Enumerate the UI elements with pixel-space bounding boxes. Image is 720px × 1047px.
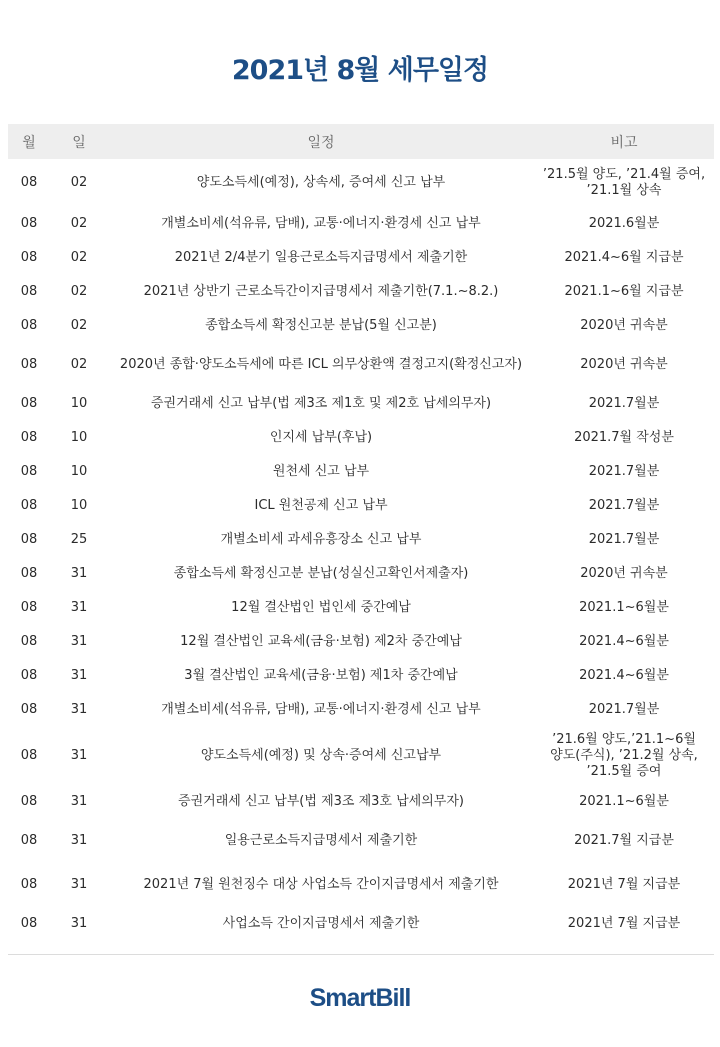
schedule-cell: 사업소득 간이지급명세서 제출기한 bbox=[222, 916, 420, 931]
table-row bbox=[8, 523, 714, 557]
day-cell: 10 bbox=[70, 464, 88, 479]
note-cell: 2021.7월분 bbox=[588, 498, 660, 513]
note-cell: 2021.7월분 bbox=[588, 464, 660, 479]
month-cell: 08 bbox=[20, 566, 38, 581]
schedule-cell: 개별소비세 과세유흥장소 신고 납부 bbox=[220, 532, 422, 547]
month-cell: 08 bbox=[20, 748, 38, 763]
day-cell: 25 bbox=[70, 532, 88, 547]
schedule-cell: 증권거래세 신고 납부(법 제3조 제1호 및 제2호 납세의무자) bbox=[150, 396, 492, 411]
table-row bbox=[8, 659, 714, 693]
table-row bbox=[8, 785, 714, 819]
day-cell: 02 bbox=[70, 175, 88, 190]
day-cell: 31 bbox=[70, 748, 88, 763]
day-cell: 10 bbox=[70, 396, 88, 411]
table-row bbox=[8, 557, 714, 591]
day-cell: 31 bbox=[70, 566, 88, 581]
footer-divider bbox=[8, 954, 714, 955]
schedule-cell: 2021년 2/4분기 일용근로소득지급명세서 제출기한 bbox=[174, 250, 468, 265]
month-cell: 08 bbox=[20, 318, 38, 333]
month-cell: 08 bbox=[20, 600, 38, 615]
month-cell: 08 bbox=[20, 175, 38, 190]
note-cell: 2021.4~6월분 bbox=[579, 668, 669, 683]
tax-schedule-table bbox=[8, 124, 714, 941]
table-row bbox=[8, 207, 714, 241]
month-cell: 08 bbox=[20, 464, 38, 479]
day-cell: 02 bbox=[70, 357, 88, 372]
note-cell: 2021.4~6월 지급분 bbox=[564, 250, 684, 265]
schedule-cell: 2020년 종합·양도소득세에 따른 ICL 의무상환액 결정고지(확정신고자) bbox=[119, 357, 523, 372]
schedule-cell: 원천세 신고 납부 bbox=[272, 464, 370, 479]
schedule-cell: 양도소득세(예정), 상속세, 증여세 신고 납부 bbox=[196, 175, 446, 190]
table-row bbox=[8, 309, 714, 343]
table-row bbox=[8, 625, 714, 659]
schedule-cell: 개별소비세(석유류, 담배), 교통·에너지·환경세 신고 납부 bbox=[161, 702, 481, 717]
day-cell: 02 bbox=[70, 216, 88, 231]
day-cell: 02 bbox=[70, 318, 88, 333]
schedule-cell: 종합소득세 확정신고분 분납(성실신고확인서제출자) bbox=[173, 566, 469, 581]
day-cell: 02 bbox=[70, 284, 88, 299]
day-cell: 31 bbox=[70, 600, 88, 615]
table-body bbox=[8, 159, 714, 941]
header-note: 비고 bbox=[534, 124, 714, 159]
schedule-cell: 양도소득세(예정) 및 상속·증여세 신고납부 bbox=[200, 748, 442, 763]
table-row bbox=[8, 421, 714, 455]
day-cell: 02 bbox=[70, 250, 88, 265]
note-cell: 2021.7월분 bbox=[588, 702, 660, 717]
day-cell: 31 bbox=[70, 877, 88, 892]
schedule-cell: 3월 결산법인 교육세(금융·보험) 제1차 중간예납 bbox=[184, 668, 458, 683]
note-cell: 2021.7월분 bbox=[588, 396, 660, 411]
schedule-cell: 일용근로소득지급명세서 제출기한 bbox=[224, 833, 418, 848]
table-row bbox=[8, 907, 714, 941]
table-row bbox=[8, 693, 714, 727]
schedule-cell: 12월 결산법인 법인세 중간예납 bbox=[231, 600, 411, 615]
day-cell: 10 bbox=[70, 430, 88, 445]
note-cell: 2021.1~6월분 bbox=[579, 600, 669, 615]
schedule-cell: ICL 원천공제 신고 납부 bbox=[254, 498, 388, 513]
day-cell: 10 bbox=[70, 498, 88, 513]
month-cell: 08 bbox=[20, 702, 38, 717]
note-cell: 2021.7월 작성분 bbox=[574, 430, 674, 445]
note-cell: 2021년 7월 지급분 bbox=[567, 877, 681, 892]
schedule-cell: 종합소득세 확정신고분 분납(5월 신고분) bbox=[205, 318, 437, 333]
header-day: 일 bbox=[50, 124, 108, 159]
day-cell: 31 bbox=[70, 668, 88, 683]
schedule-cell: 12월 결산법인 교육세(금융·보험) 제2차 중간예납 bbox=[180, 634, 462, 649]
schedule-cell: 증권거래세 신고 납부(법 제3조 제3호 납세의무자) bbox=[178, 794, 464, 809]
table-header-row bbox=[8, 124, 714, 159]
month-cell: 08 bbox=[20, 668, 38, 683]
note-cell: 2021.7월 지급분 bbox=[574, 833, 674, 848]
day-cell: 31 bbox=[70, 702, 88, 717]
month-cell: 08 bbox=[20, 430, 38, 445]
table-row bbox=[8, 863, 714, 907]
day-cell: 31 bbox=[70, 794, 88, 809]
header-month: 월 bbox=[8, 124, 50, 159]
note-cell: 2020년 귀속분 bbox=[580, 318, 668, 333]
month-cell: 08 bbox=[20, 877, 38, 892]
table-row bbox=[8, 275, 714, 309]
table-row bbox=[8, 489, 714, 523]
month-cell: 08 bbox=[20, 794, 38, 809]
note-cell: 2020년 귀속분 bbox=[580, 566, 668, 581]
table-row bbox=[8, 387, 714, 421]
month-cell: 08 bbox=[20, 396, 38, 411]
month-cell: 08 bbox=[20, 634, 38, 649]
schedule-cell: 개별소비세(석유류, 담배), 교통·에너지·환경세 신고 납부 bbox=[161, 216, 481, 231]
day-cell: 31 bbox=[70, 916, 88, 931]
table-row bbox=[8, 455, 714, 489]
table-row bbox=[8, 159, 714, 207]
day-cell: 31 bbox=[70, 634, 88, 649]
header-schedule: 일정 bbox=[108, 124, 534, 159]
note-cell: 2021년 7월 지급분 bbox=[567, 916, 681, 931]
month-cell: 08 bbox=[20, 357, 38, 372]
note-cell: ’21.5월 양도, ’21.4월 증여, ’21.1월 상속 bbox=[542, 167, 706, 198]
month-cell: 08 bbox=[20, 498, 38, 513]
smartbill-logo: SmartBill bbox=[309, 984, 411, 1012]
day-cell: 31 bbox=[70, 833, 88, 848]
month-cell: 08 bbox=[20, 833, 38, 848]
note-cell: 2020년 귀속분 bbox=[580, 357, 668, 372]
table-row bbox=[8, 343, 714, 387]
schedule-cell: 2021년 상반기 근로소득간이지급명세서 제출기한(7.1.~8.2.) bbox=[143, 284, 499, 299]
month-cell: 08 bbox=[20, 916, 38, 931]
table-row bbox=[8, 241, 714, 275]
table-row bbox=[8, 591, 714, 625]
note-cell: ’21.6월 양도,’21.1~6월 양도(주식), ’21.2월 상속, ’21.5월 증여 bbox=[550, 732, 698, 779]
note-cell: 2021.1~6월 지급분 bbox=[564, 284, 684, 299]
table-row bbox=[8, 819, 714, 863]
month-cell: 08 bbox=[20, 216, 38, 231]
schedule-cell: 2021년 7월 원천징수 대상 사업소득 간이지급명세서 제출기한 bbox=[143, 877, 499, 892]
month-cell: 08 bbox=[20, 532, 38, 547]
month-cell: 08 bbox=[20, 284, 38, 299]
table-row bbox=[8, 727, 714, 785]
note-cell: 2021.6월분 bbox=[588, 216, 660, 231]
schedule-cell: 인지세 납부(후납) bbox=[269, 430, 373, 445]
page-title: 2021년 8월 세무일정 bbox=[231, 55, 489, 86]
note-cell: 2021.4~6월분 bbox=[579, 634, 669, 649]
note-cell: 2021.1~6월분 bbox=[579, 794, 669, 809]
month-cell: 08 bbox=[20, 250, 38, 265]
note-cell: 2021.7월분 bbox=[588, 532, 660, 547]
